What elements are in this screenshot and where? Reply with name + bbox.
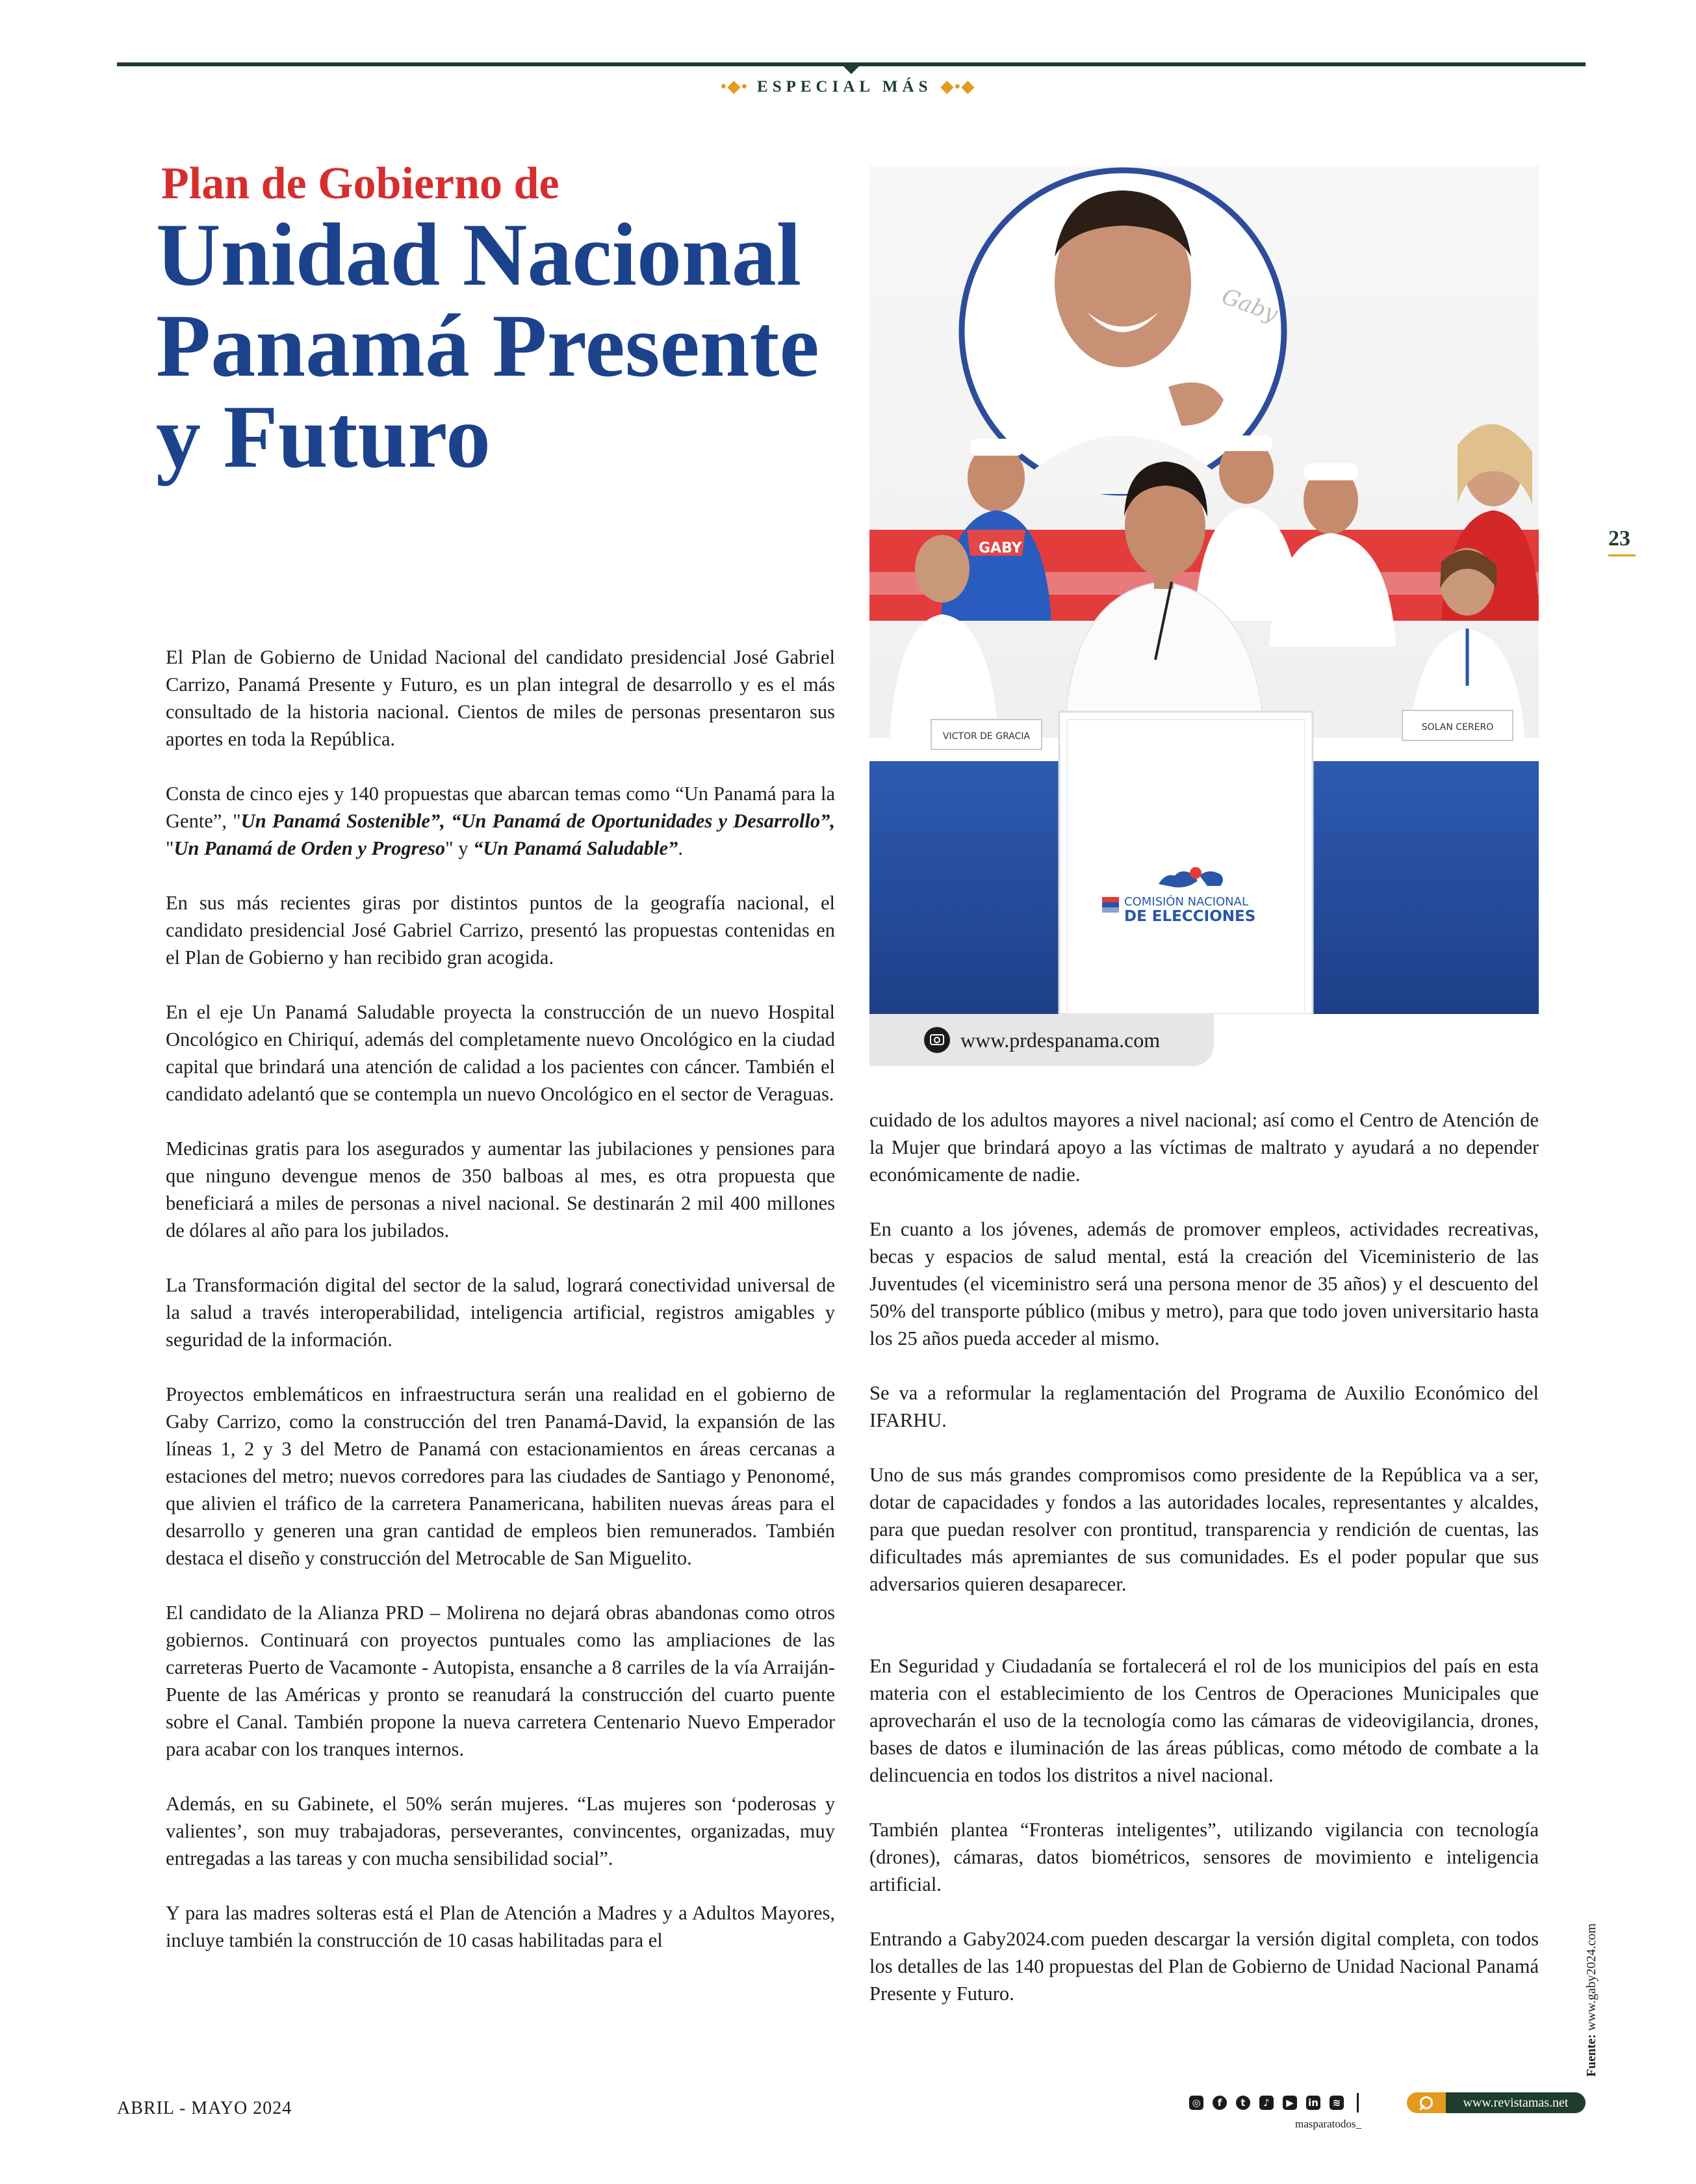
paragraph-download: Entrando a Gaby2024.com pueden descargar la versión digital completa, con todos los detalles de las 140 propuestas del Plan de Gobierno de Unidad Nacional Panamá Presente y Futuro. <box>869 1928 1539 2005</box>
paragraph-health: En el eje Un Panamá Saludable proyecta la construcción de un nuevo Hospital Oncológico en Chiriquí, además del completamente nuevo Oncológico en la ciudad capital que brindará una atención de calidad a los pacientes con cáncer. También el candidato adelantó que se contempla un nuevo Oncológico en el sector de Veraguas. <box>166 1001 835 1105</box>
twitter-icon[interactable]: t <box>1236 2096 1250 2110</box>
article-title-line-2: Panamá Presente <box>156 296 819 395</box>
page-number: 23 <box>1608 526 1630 551</box>
nameplate-right: SOLAN CERERO <box>1421 722 1494 733</box>
article-title <box>156 205 845 486</box>
paragraph-axes-text-g: . <box>678 837 683 859</box>
paragraph-digital: La Transformación digital del sector de la salud, logrará conectividad universal de la salud a través interoperabilidad, inteligencia artificial, registros amigables y seguridad de la información. <box>166 1274 835 1351</box>
photo-credit-tab <box>869 1014 1214 1066</box>
page-number-underline <box>1608 554 1636 556</box>
paragraph-infrastructure: Proyectos emblemáticos en infraestructura serán una realidad en el gobierno de Gaby Carrizo, como la construcción del tren Panamá-David, la expansión de las líneas 1, 2 y 3 del Metro de Panamá con estacionamientos en áreas cercanas a estaciones del metro; nuevos corredores para las ciudades de Santiago y Penonomé, que alivien el tráfico de la carretera Panamericana, habiliten nuevas áreas para el desarrollo y generen una gran cantidad de empleos bien remunerados. También destaca el diseño y construcción del Metrocable de San Miguelito. <box>166 1383 835 1569</box>
paragraph-medicines: Medicinas gratis para los asegurados y aumentar las jubilaciones y pensiones para que ninguno devengue menos de 350 balboas al mes, es otra propuesta que beneficiará a miles de personas a nivel nacional. Se destinarán 2 mil 400 millones de dólares al año para los jubilados. <box>166 1138 835 1242</box>
social-icons <box>1189 2093 1359 2112</box>
paragraph-axes-text-e: " y <box>445 837 474 859</box>
paragraph-axes-bold-f: “Un Panamá Saludable” <box>473 837 678 859</box>
paragraph-local-power: Uno de sus más grandes compromisos como presidente de la República va a ser, dotar de capacidades y fondos a las autoridades locales, representantes y alcaldes, para que puedan resolver con prontitud, transparencia y rendición de cuentas, las dificultades más apremiantes de sus comunidades. Es el poder popular que sus adversarios quieren desaparecer. <box>869 1464 1539 1595</box>
facebook-icon[interactable]: f <box>1213 2096 1227 2110</box>
paragraph-axes-text-a: Consta de cinco ejes y 140 propuestas que abarcan temas como “Un Panamá para la Gente”, " <box>166 783 835 832</box>
paragraph-axes-text-c: " <box>166 837 174 859</box>
paragraph-intro: El Plan de Gobierno de Unidad Nacional del candidato presidencial José Gabriel Carrizo, Panamá Presente y Futuro, es un plan integral de desarrollo y es el más consultado de la historia nacional. Cientos de miles de personas presentaron sus aportes en toda la República. <box>166 646 835 750</box>
search-icon[interactable] <box>1407 2092 1446 2113</box>
decorative-dots-left: •◆• <box>721 78 749 96</box>
svg-text:Gaby: Gaby <box>1218 283 1281 328</box>
paragraph-women: Además, en su Gabinete, el 50% serán mujeres. “Las mujeres son ‘poderosas y valientes’, son muy trabajadoras, perseverantes, convincentes, organizadas, muy entregadas a las tareas y con mucha sensibilidad social”. <box>166 1793 835 1869</box>
decorative-dots-right: ◆•◆ <box>940 78 975 96</box>
paragraph-borders: También plantea “Fronteras inteligentes”, utilizando vigilancia con tecnología (drones), cámaras, datos biométricos, sensores de movimiento e inteligencia artificial. <box>869 1819 1539 1895</box>
article-column-right <box>869 1106 1539 2034</box>
camera-icon <box>924 1027 950 1053</box>
paragraph-axes <box>166 780 835 862</box>
paragraph-mothers: Y para las madres solteras está el Plan de Atención a Madres y a Adultos Mayores, incluye también la construcción de 10 casas habilitadas para el <box>166 1902 835 1951</box>
youtube-icon[interactable]: ▶ <box>1283 2096 1297 2110</box>
paragraph-security: En Seguridad y Ciudadanía se fortalecerá el rol de los municipios del país en esta materia con el establecimiento de los Centros de Operaciones Municipales que aprovecharán el uso de la tecnología como las cámaras de videovigilancia, drones, bases de datos e iluminación de las áreas públicas, como método de combate a la delincuencia en todos los distritos a nivel nacional. <box>869 1655 1539 1786</box>
article-title-line-3: y Futuro <box>156 387 491 486</box>
table-and-podium <box>869 710 1539 1014</box>
podium-text-line-1: COMISIÓN NACIONAL <box>1124 895 1248 909</box>
paragraph-axes-bold-d: Un Panamá de Orden y Progreso <box>173 837 446 859</box>
rss-icon[interactable]: ≋ <box>1330 2096 1344 2110</box>
tiktok-icon[interactable]: ♪ <box>1259 2096 1274 2110</box>
section-label-text: ESPECIAL MÁS <box>757 78 932 96</box>
divider <box>1357 2093 1359 2112</box>
nameplate-left: VICTOR DE GRACIA <box>942 731 1031 742</box>
paragraph-axes-bold-b: Un Panamá Sostenible”, “Un Panamá de Oportunidades y Desarrollo”, <box>240 810 835 832</box>
source-value: www.gaby2024.com <box>1584 1923 1599 2031</box>
article-kicker: Plan de Gobierno de <box>161 159 559 209</box>
website-link[interactable]: www.revistamas.net <box>1446 2092 1586 2113</box>
article-photo <box>869 166 1539 1014</box>
instagram-icon[interactable]: ◎ <box>1189 2096 1203 2110</box>
linkedin-icon[interactable]: in <box>1306 2096 1320 2110</box>
paragraph-works: El candidato de la Alianza PRD – Molirena no dejará obras abandonas como otros gobiernos. Continuará con proyectos puntuales como las ampliaciones de las carreteras Puerto de Vacamonte - Autopista, ensanche a 8 carriles de la vía Arraiján-Puente de las Américas y pronto se reanudará la construcción del cuarto puente sobre el Canal. También propone la nueva carretera Centenario Nuevo Emperador para acabar con los tranques internos. <box>166 1602 835 1760</box>
paragraph-youth: En cuanto a los jóvenes, además de promover empleos, actividades recreativas, becas y espacios de salud mental, está la creación del Viceministerio de las Juventudes (el viceministro será una persona menor de 35 años) y el descuento del 50% del transporte público (mibus y metro), para que todo joven universitario hasta los 25 años pueda acceder al mismo. <box>869 1218 1539 1349</box>
section-label <box>718 77 978 96</box>
paragraph-ifarhu: Se va a reformular la reglamentación del Programa de Auxilio Económico del IFARHU. <box>869 1382 1539 1431</box>
article-column-left <box>166 644 835 1981</box>
social-handle[interactable]: masparatodos_ <box>1295 2118 1361 2130</box>
shirt-print: GABY <box>979 540 1022 556</box>
article-title-line-1: Unidad Nacional <box>156 205 802 304</box>
podium-text-line-2: DE ELECCIONES <box>1124 908 1256 925</box>
paragraph-tours: En sus más recientes giras por distintos puntos de la geografía nacional, el candidato presidencial José Gabriel Carrizo, presentó las propuestas contenidas en el Plan de Gobierno y han recibido gran acogida. <box>166 892 835 968</box>
photo-credit: www.prdespanama.com <box>960 1028 1161 1052</box>
issue-date: ABRIL - MAYO 2024 <box>117 2098 292 2118</box>
paragraph-elderly: cuidado de los adultos mayores a nivel nacional; así como el Centro de Atención de la Mujer que brindará apoyo a las víctimas de maltrato y ayudará a no depender económicamente de nadie. <box>869 1109 1539 1186</box>
header-rule-notch <box>842 65 860 74</box>
source-note <box>1584 1923 1599 2077</box>
source-label: Fuente: <box>1584 2034 1599 2077</box>
